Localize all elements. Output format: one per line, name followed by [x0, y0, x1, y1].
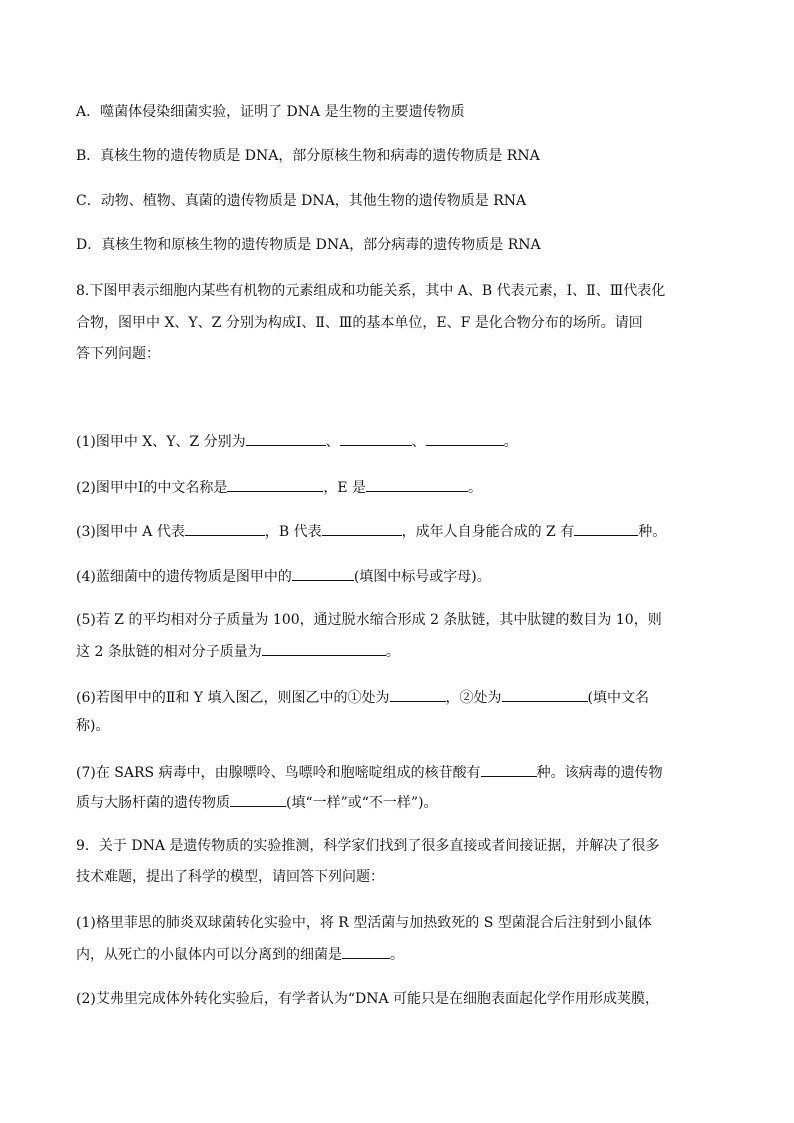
answer-blank[interactable]: [342, 944, 390, 959]
answer-blank[interactable]: [292, 566, 354, 581]
q8-part1: [76, 431, 518, 452]
punctuation: 。: [385, 644, 400, 660]
q8-part7-line2: [76, 792, 438, 813]
answer-blank[interactable]: [390, 687, 446, 702]
q8-part2-text-b: ，E 是: [323, 480, 367, 496]
q8-part5-line2: [76, 641, 400, 662]
q8-part4-end: (填图中标号或字母)。: [353, 569, 491, 585]
answer-blank[interactable]: [246, 431, 326, 446]
q8-part7-end: (填“一样”或“不一样”)。: [286, 795, 438, 811]
answer-blank[interactable]: [481, 762, 537, 777]
answer-blank[interactable]: [502, 687, 588, 702]
q8-part5-text: 这 2 条肽链的相对分子质量为: [76, 644, 262, 660]
answer-blank[interactable]: [262, 641, 386, 656]
q9-part2-line1: (2)艾弗里完成体外转化实验后，有学者认为“DNA 可能只是在细胞表面起化学作用形成荚膜，: [76, 991, 660, 1007]
answer-blank[interactable]: [366, 477, 468, 492]
q8-part6-text-c: (填中文名: [587, 690, 649, 706]
q8-part5-line1: (5)若 Z 的平均相对分子质量为 100，通过脱水缩合形成 2 条肽链，其中肽键的数目为 10，则: [76, 612, 662, 628]
q8-part6-text-b: ，②处为: [445, 690, 502, 706]
q8-part6-line1: [76, 687, 649, 708]
punctuation: 。: [390, 947, 404, 963]
q8-stem-line1: 8.下图甲表示细胞内某些有机物的元素组成和功能关系，其中 A、B 代表元素，Ⅰ、Ⅱ、Ⅲ代表化: [76, 283, 666, 299]
q9-part1-line1: (1)格里菲思的肺炎双球菌转化实验中，将 R 型活菌与加热致死的 S 型菌混合后注射到小鼠体: [76, 915, 652, 931]
separator: 、: [325, 434, 340, 450]
q8-part6-line2: 称)。: [76, 718, 110, 734]
answer-blank[interactable]: [185, 521, 265, 536]
q8-part3-end: 种。: [638, 524, 667, 540]
q9-stem-line1: 9．关于 DNA 是遗传物质的实验推测，科学家们找到了很多直接或者间接证据，并解决了很多: [76, 838, 660, 854]
option-a: A．噬菌体侵染细菌实验，证明了 DNA 是生物的主要遗传物质: [76, 104, 465, 120]
q8-part7-line1: [76, 762, 663, 783]
answer-blank[interactable]: [426, 431, 504, 446]
q9-part1-line2: [76, 944, 404, 965]
q8-part3-text: (3)图甲中 A 代表: [76, 524, 185, 540]
separator: 、: [411, 434, 426, 450]
q8-part4-text: (4)蓝细菌中的遗传物质是图甲中的: [76, 569, 292, 585]
q8-part7-text-b: 种。该病毒的遗传物: [536, 765, 663, 781]
option-b: B．真核生物的遗传物质是 DNA，部分原核生物和病毒的遗传物质是 RNA: [76, 148, 540, 164]
q8-part4: [76, 566, 491, 587]
q8-part6-text: (6)若图甲中的Ⅱ和 Y 填入图乙，则图乙中的①处为: [76, 690, 390, 706]
option-d: D．真核生物和原核生物的遗传物质是 DNA，部分病毒的遗传物质是 RNA: [76, 237, 541, 253]
q8-stem-line2: 合物，图甲中 X、Y、Z 分别为构成Ⅰ、Ⅱ、Ⅲ的基本单位，E、F 是化合物分布的场所。请回: [76, 315, 643, 331]
q8-part1-text: (1)图甲中 X、Y、Z 分别为: [76, 434, 246, 450]
q8-part3-text-b: ，B 代表: [264, 524, 322, 540]
q8-part7-text: (7)在 SARS 病毒中，由腺嘌呤、鸟嘌呤和胞嘧啶组成的核苷酸有: [76, 765, 481, 781]
punctuation: 。: [468, 480, 483, 496]
q9-stem-line2: 技术难题，提出了科学的模型，请回答下列问题：: [76, 869, 384, 885]
q8-stem-line3: 答下列问题：: [76, 346, 160, 362]
answer-blank[interactable]: [340, 431, 412, 446]
punctuation: 。: [503, 434, 518, 450]
option-c: C．动物、植物、真菌的遗传物质是 DNA，其他生物的遗传物质是 RNA: [76, 193, 527, 209]
answer-blank[interactable]: [574, 521, 638, 536]
q8-part7-text-c: 质与大肠杆菌的遗传物质: [76, 795, 230, 811]
answer-blank[interactable]: [322, 521, 402, 536]
q8-part3-text-c: ，成年人自身能合成的 Z 有: [401, 524, 575, 540]
q8-part2: [76, 477, 482, 498]
q9-part1-text: 内，从死亡的小鼠体内可以分离到的细菌是: [76, 947, 342, 963]
answer-blank[interactable]: [227, 477, 323, 492]
answer-blank[interactable]: [230, 792, 286, 807]
q8-part2-text: (2)图甲中Ⅰ的中文名称是: [76, 480, 228, 496]
q8-part3: [76, 521, 666, 542]
